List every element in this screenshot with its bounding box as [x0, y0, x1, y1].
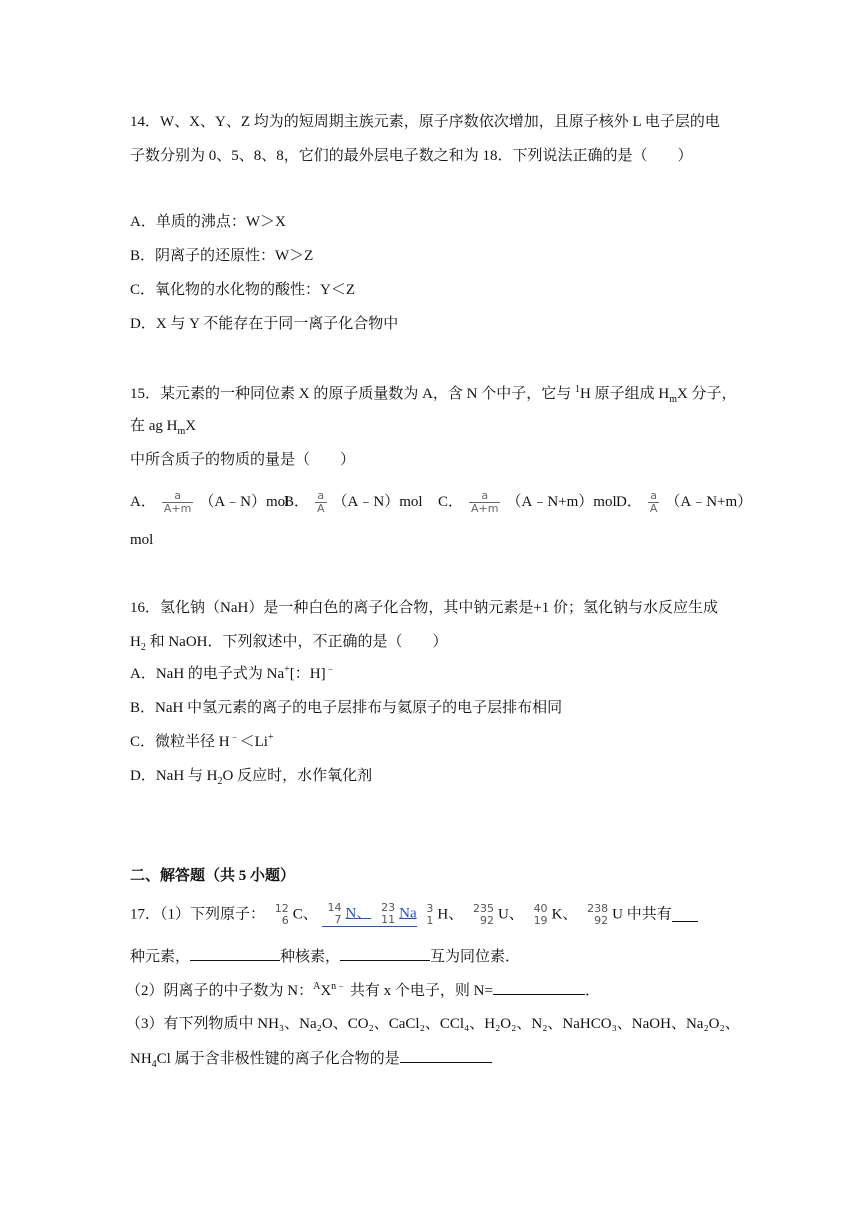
- fraction: $\frac{a}{A}$: [317, 489, 325, 515]
- q14-stem-line1: 14．W、X、Y、Z 均为的短周期主族元素，原子序数依次增加，且原子核外 L 电子层的电: [130, 114, 720, 130]
- q17-part3-line1: （3）有下列物质中 NH₃、Na₂O、CO₂、CaCl₂、CCl₄、H₂O₂、N₂、NaHCO₃、NaOH、Na₂O₂、: [126, 1016, 740, 1032]
- isotope-notation: 14 7: [327, 901, 342, 926]
- q15-option-b: B． $\frac{a}{A}$ （A﹣N）mol: [284, 489, 423, 515]
- q14-stem-line2: 子数分别为 0、5、8、8，它们的最外层电子数之和为 18．下列说法正确的是（ ）: [130, 148, 693, 164]
- answer-blank[interactable]: [190, 946, 280, 961]
- q15-option-d-unit: mol: [130, 532, 154, 548]
- q16-option-c: C．微粒半径 H﹣＜Li+: [130, 732, 274, 750]
- answer-blank[interactable]: [400, 1048, 492, 1063]
- answer-blank[interactable]: [493, 980, 585, 995]
- isotope-link[interactable]: 14 7 N、 23 11 Na: [322, 902, 417, 927]
- q16-option-a: A．NaH 的电子式为 Na+[：H]﹣: [130, 664, 336, 682]
- q17-part1-line1: 17．（1）下列原子： 12 6 C、 14 7 N、 23 11 Na 3 1 H、 235 92 U、 40 19 K、 238 92 U 中共有: [130, 902, 698, 930]
- q16-stem-line2: $H_2$ 和 NaOH．下列叙述中，不正确的是（ ）: [130, 634, 448, 653]
- fraction: $\frac{a}{A+m}$: [163, 489, 192, 515]
- q16-stem-line1: 16．氢化钠（NaH）是一种白色的离子化合物，其中钠元素是+1 价；氢化钠与水反应生成: [130, 600, 719, 616]
- q15-stem-line3: 中所含质子的物质的量是（ ）: [130, 452, 356, 468]
- q15-option-c: C． $\frac{a}{A+m}$ （A﹣N+m）mol: [438, 489, 617, 515]
- isotope-notation: 235 92: [472, 901, 494, 927]
- answer-blank[interactable]: [340, 946, 430, 961]
- q15-stem-line1: 15．某元素的一种同位素 X 的原子质量数为 A，含 N 个中子，它与 $^1$H 原子组成 $H_mX$ 分子，: [130, 384, 737, 405]
- q17-part3-line2: $NH_4Cl$ 属于含非极性键的离子化合物的是: [130, 1048, 492, 1069]
- isotope-notation: 40 19: [533, 901, 548, 927]
- q16-option-b: B．NaH 中氢元素的离子的电子层排布与氦原子的电子层排布相同: [130, 700, 563, 716]
- q16-option-d: D．NaH 与 $H_2O$ 反应时，水作氧化剂: [130, 768, 373, 787]
- q15-option-d: D． $\frac{a}{A}$ （A﹣N+m）: [616, 489, 753, 515]
- q14-option-d: D．X 与 Y 不能存在于同一离子化合物中: [130, 316, 399, 332]
- q17-part2: （2）阴离子的中子数为 N：$^AX^{n﹣}$ 共有 x 个电子，则 N= ．: [126, 981, 600, 999]
- q17-part1-line2: 种元素， 种核素， 互为同位素．: [130, 946, 520, 967]
- fraction: $\frac{a}{A+m}$: [471, 489, 499, 515]
- q15-stem-line2: 在 ag $H_mX$: [130, 418, 197, 437]
- q14-option-c: C．氧化物的水化物的酸性：Y＜Z: [130, 282, 356, 298]
- isotope-notation: 23 11: [381, 901, 396, 926]
- isotope-notation: 3 1: [426, 901, 434, 927]
- q15-option-a: A． $\frac{a}{A+m}$ （A﹣N）mol: [130, 489, 290, 515]
- q14-option-b: B．阴离子的还原性：W＞Z: [130, 248, 314, 264]
- isotope-notation: 12 6: [274, 901, 289, 927]
- isotope-notation: 238 92: [587, 901, 609, 927]
- answer-blank[interactable]: [672, 907, 698, 922]
- section-heading: 二、解答题（共 5 小题）: [130, 868, 296, 884]
- fraction: $\frac{a}{A}$: [649, 489, 658, 515]
- q14-option-a: A．单质的沸点：W＞X: [130, 214, 286, 230]
